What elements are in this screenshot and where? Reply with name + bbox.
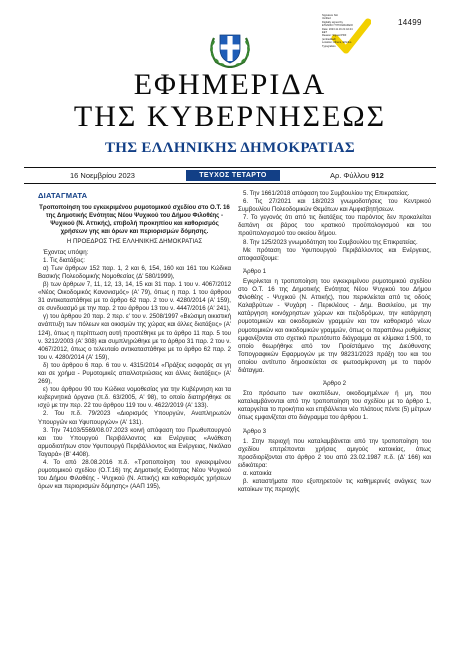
paragraph: β) των άρθρων 7, 11, 12, 13, 14, 15 και 31 παρ. 1 του ν. 4067/2012 «Νέος Οικοδομικός Κανονισμός» (Α' 79), όπως η παρ. 1 του άρθρου 31 αντικαταστάθηκε με το άρθρο 62 παρ. 2 του ν. 4280/2014 (Α' 159), σε συνδυασμό με την παρ. 2 του άρθρου 13 του ν. 4447/2016 (Α' 241), <box>38 280 231 313</box>
article-text: 1. Στην περιοχή που καταλαμβάνεται από την τροποποίηση του σχεδίου επιτρέπονται χρήσεις αμιγούς κατοικίας, όπως προσδιορίζονται στο άρθρο 2 του από 23.02.1987 π.δ. (Δ' 166) και ειδικότερα: <box>238 437 431 469</box>
sheet-number <box>330 171 384 180</box>
signature-line: Reason: Signed PDF <box>322 34 347 38</box>
signature-line: Verified <box>322 17 331 21</box>
header-rule <box>24 167 436 168</box>
sheet-number-value: 912 <box>371 171 384 180</box>
list-item: β. καταστήματα που εξυπηρετούν τις καθημερινές ανάγκες των κατοίκων της περιοχής <box>238 478 431 494</box>
signature-line: Digitally signed by <box>322 20 343 24</box>
signature-line: Location: Athens, Ethniko <box>322 41 352 45</box>
signature-line: Date: 2023.11.16 21:42:44 <box>322 27 353 31</box>
left-column <box>38 190 231 491</box>
sheet-number-label: Αρ. Φύλλου <box>330 171 370 180</box>
signature-line: EET <box>322 31 328 35</box>
issue-date: 16 Νοεμβρίου 2023 <box>70 171 135 180</box>
paragraph: ε) του άρθρου 90 του Κώδικα νομοθεσίας για την Κυβέρνηση και τα κυβερνητικά όργανα (π.δ. 63/2005, Α' 98), το οποίο διατηρήθηκε σε ισχύ με την περ. 22 του άρθρου 119 του ν. 4622/2019 (Α' 133). <box>38 386 231 410</box>
decree-abstract: Τροποποίηση του εγκεκριμένου ρυμοτομικού σχεδίου στο Ο.Τ. 16 της Δημοτικής Ενότητας Νέου Ψυχικού του Δήμου Φιλοθέης - Ψυχικού (Ν. Αττικής), επιβολή προκηπίου και καθορισμός χρήσεων γης και όρων και περιορισμών δόμησης. <box>39 204 230 236</box>
paragraph: 7. Το γεγονός ότι από τις διατάξεις του παρόντος δεν προκαλείται δαπάνη σε βάρος του κρατικού προϋπολογισμού και του προϋπολογισμού του οικείου δήμου. <box>238 214 431 238</box>
paragraph: Με πρόταση του Υφυπουργού Περιβάλλοντος και Ενέργειας, αποφασίζουμε: <box>238 246 431 262</box>
right-column <box>238 190 431 494</box>
paragraph: δ) του άρθρου 6 παρ. 6 του ν. 4315/2014 «Πράξεις εισφοράς σε γη και σε χρήμα - Ρυμοτομικές απαλλοτριώσεις και άλλες διατάξεις» (Α' 269), <box>38 361 231 386</box>
issue-series-badge: ΤΕΥΧΟΣ ΤΕΤΑΡΤΟ <box>186 170 280 181</box>
document-number: 14499 <box>398 18 422 27</box>
paragraph: 6. Τις 27/2021 και 18/2023 γνωμοδοτήσεις του Κεντρικού Συμβουλίου Πολεοδομικών Θεμάτων και Αμφισβητήσεων. <box>238 198 431 214</box>
paragraph: 8. Την 125/2023 γνωμοδότηση του Συμβουλίου της Επικρατείας. <box>243 238 418 246</box>
section-heading: ΔΙΑΤΑΓΜΑΤΑ <box>38 191 88 200</box>
header-rule <box>24 183 436 184</box>
signature-line: (embedded) <box>322 37 336 41</box>
paragraph: 1. Τις διατάξεις: <box>43 256 86 264</box>
list-item: α. κατοικία <box>243 470 272 477</box>
gazette-subtitle: ΤΗΣ ΕΛΛΗΝΙΚΗΣ ΔΗΜΟΚΡΑΤΙΑΣ <box>104 140 356 156</box>
paragraph: γ) του άρθρου 20 παρ. 2 περ. ε' του ν. 2508/1997 «Βιώσιμη οικιστική ανάπτυξη των πόλεων και οικισμών της χώρας και άλλες διατάξεις» (Α' 124), όπως η περίπτωση αυτή προστέθηκε με το άρθρο 11 παρ. 5 του ν. 3212/2003 (Α' 308) και συμπληρώθηκε με το άρθρο 31 παρ. 2 του ν. 4067/2012, όπως ο τελευταίο αντικαταστάθηκε με το άρθρο 62 παρ. 2 του ν. 4280/2014 (Α' 159), <box>38 313 231 361</box>
paragraph: 3. Την 74103/5569/08.07.2023 κοινή απόφαση του Πρωθυπουργού και του Υπουργού Περιβάλλοντος και Ενέργειας «Ανάθεση αρμοδιοτήτων στον Υφυπουργό Περιβάλλοντος και Ενέργειας, Νικόλαο Ταγαρά» (Β' 4408). <box>38 426 231 458</box>
digital-signature-stamp[interactable] <box>322 14 382 62</box>
gazette-title-line1: ΕΦΗΜΕΡΙΔΑ <box>133 68 327 101</box>
paragraph: 2. Του π.δ. 79/2023 «Διορισμός Υπουργών, Αναπληρωτών Υπουργών και Υφυπουργών» (Α' 131). <box>38 410 231 426</box>
article-text: Στο πρόσωπο των οικοπέδων, οικοδομημένων ή μη, που καταλαμβάνονται από την τροποποίηση του σχεδίου με το άρθρο 1, καταργείται το προκήπιο και επιβάλλεται νέο πλάτους πέντε (5) μέτρων όπως εμφανίζεται στο διάγραμμα του άρθρου 1. <box>238 390 431 422</box>
paragraph: 4. Το από 28.08.2016 π.δ. «Τροποποίηση του εγκεκριμένου ρυμοτομικού σχεδίου (Ο.Τ.16) της Δημοτικής Ενότητας Νέου Ψυχικού του Δήμου Φιλοθέης - Ψυχικού (Ν. Αττικής) και καθορισμός χρήσεων όρων και περιορισμών δόμησης» (ΑΑΠ 195), <box>38 459 231 491</box>
article-text: Εγκρίνεται η τροποποίηση του εγκεκριμένου ρυμοτομικού σχεδίου στο Ο.Τ. 16 της Δημοτικής Ενότητας Νέου Ψυχικού του Δήμου Φιλοθέης - Ψυχικού (Ν. Αττικής), που περικλείεται από τις οδούς Καλαβρύτων - Ψυχάρη - Περικλέους - Δημ. Βασιλείου, με την κατάργηση κοινόχρηστων χώρων και πεζοδρόμων, την κατάργηση ρυμοτομικών και οικοδομικών γραμμών και τον καθορισμό νέων ρυμοτομικών και οικοδομικών γραμμών, όπως οι παραπάνω ρυθμίσεις εμφανίζονται στο σχετικό πρωτότυπο διάγραμμα σε κλίμακα 1:500, το οποίο θεωρήθηκε από τον Προϊστάμενο της Διεύθυνσης Τοπογραφικών Εφαρμογών με την 98231/2023 πράξη του και του οποίου αντίτυπο δημοσιεύεται σε φωτοσμίκρυνση με το παρόν διάταγμα. <box>238 277 431 374</box>
paragraph: α) Των άρθρων 152 παρ. 1, 2 και 6, 154, 160 και 161 του Κώδικα Βασικής Πολεοδομικής Νομοθεσίας (Δ' 580/1999), <box>38 264 231 280</box>
issuer-line: Η ΠΡΟΕΔΡΟΣ ΤΗΣ ΕΛΛΗΝΙΚΗΣ ΔΗΜΟΚΡΑΤΙΑΣ <box>66 238 203 246</box>
signature-line: Typografeio <box>322 44 336 48</box>
gazette-title-line2: ΤΗΣ ΚΥΒΕΡΝΗΣΕΩΣ <box>73 100 387 133</box>
article-title: Άρθρο 2 <box>322 380 347 388</box>
greek-coat-of-arms-icon <box>206 32 254 68</box>
signature-line: ETHNIKO TYPOGRAFEIO <box>322 24 353 28</box>
article-title: Άρθρο 1 <box>243 267 267 275</box>
article-title: Άρθρο 3 <box>243 427 267 435</box>
paragraph: 5. Την 1661/2018 απόφαση του Συμβουλίου της Επικρατείας. <box>243 190 410 197</box>
paragraph: Έχοντας υπόψη: <box>43 248 89 256</box>
signature-line: Signature Not <box>322 14 338 17</box>
